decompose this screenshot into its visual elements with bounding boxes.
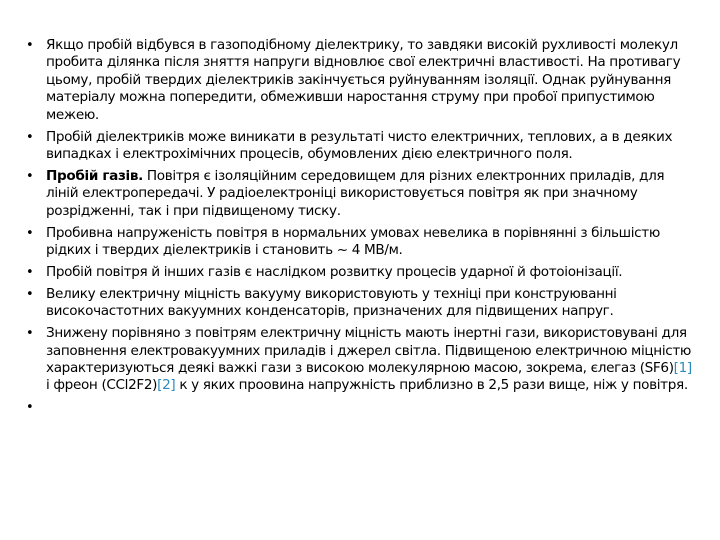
item-text: Велику електричну міцність вакууму використовують у техніці при конструюванні високочастотних вакуумних конденсаторів, призначених для підвищених напруг. bbox=[46, 285, 617, 320]
bullet-icon: • bbox=[26, 264, 34, 280]
list-item bbox=[26, 129, 694, 164]
list-item bbox=[26, 37, 694, 124]
reference-link-1[interactable]: [1] bbox=[673, 359, 692, 376]
item-text: і фреон (CCl2F2) bbox=[46, 377, 158, 394]
bullet-icon: • bbox=[26, 129, 34, 145]
list-item bbox=[26, 325, 694, 395]
item-text: к у яких проовина напружність приблизно в 2,5 рази вище, ніж у повітря. bbox=[175, 377, 688, 394]
list-item bbox=[26, 264, 694, 281]
bullet-icon: • bbox=[26, 326, 34, 342]
bullet-list bbox=[26, 37, 694, 416]
item-text: Якщо пробій відбувся в газоподібному діелектрику, то завдяки високій рухливості молекул пробита ділянка після зняття напруги відновлює свої електричні властивості. На противагу цьому, пробій твердих діелектриків закінчується руйнуванням ізоляції. Однак руйнування матеріалу можна попередити, обмеживши наростання струму при пробої припустимою межею. bbox=[46, 37, 681, 123]
item-text: Повітря є ізоляційним середовищем для різних електронних приладів, для ліній електропередачі. У радіоелектроніці використовується повітря як при значному розрідженні, так і при підвищеному тиску. bbox=[46, 167, 665, 219]
list-item bbox=[26, 168, 694, 220]
list-item bbox=[26, 286, 694, 321]
bullet-icon: • bbox=[26, 400, 34, 416]
reference-link-2[interactable]: [2] bbox=[157, 377, 176, 394]
item-text: Пробивна напруженість повітря в нормальних умовах невелика в порівнянні з більшістю рідких і твердих діелектриків і становить ~ 4 МВ/м. bbox=[46, 224, 660, 258]
list-item bbox=[26, 225, 694, 260]
bullet-icon: • bbox=[26, 225, 34, 241]
item-heading: Пробій газів. bbox=[46, 167, 143, 184]
item-text: Пробій діелектриків може виникати в результаті чисто електричних, теплових, а в деяких випадках і електрохімічних процесів, обумовлених дією електричного поля. bbox=[46, 128, 673, 162]
bullet-icon: • bbox=[26, 286, 34, 302]
item-text: Знижену порівняно з повітрям електричну міцність мають інертні гази, використовувані для заповнення електровакуумних приладів і джерел світла. Підвищеною електричною міцністю характеризуються деякі важкі гази з високою молекулярною масою, зокрема, єлегаз (SF6) bbox=[46, 325, 692, 376]
bullet-icon: • bbox=[26, 168, 34, 184]
item-text: Пробій повітря й інших газів є наслідком розвитку процесів ударної й фотоіонізації. bbox=[46, 263, 623, 280]
bullet-icon: • bbox=[26, 38, 34, 53]
